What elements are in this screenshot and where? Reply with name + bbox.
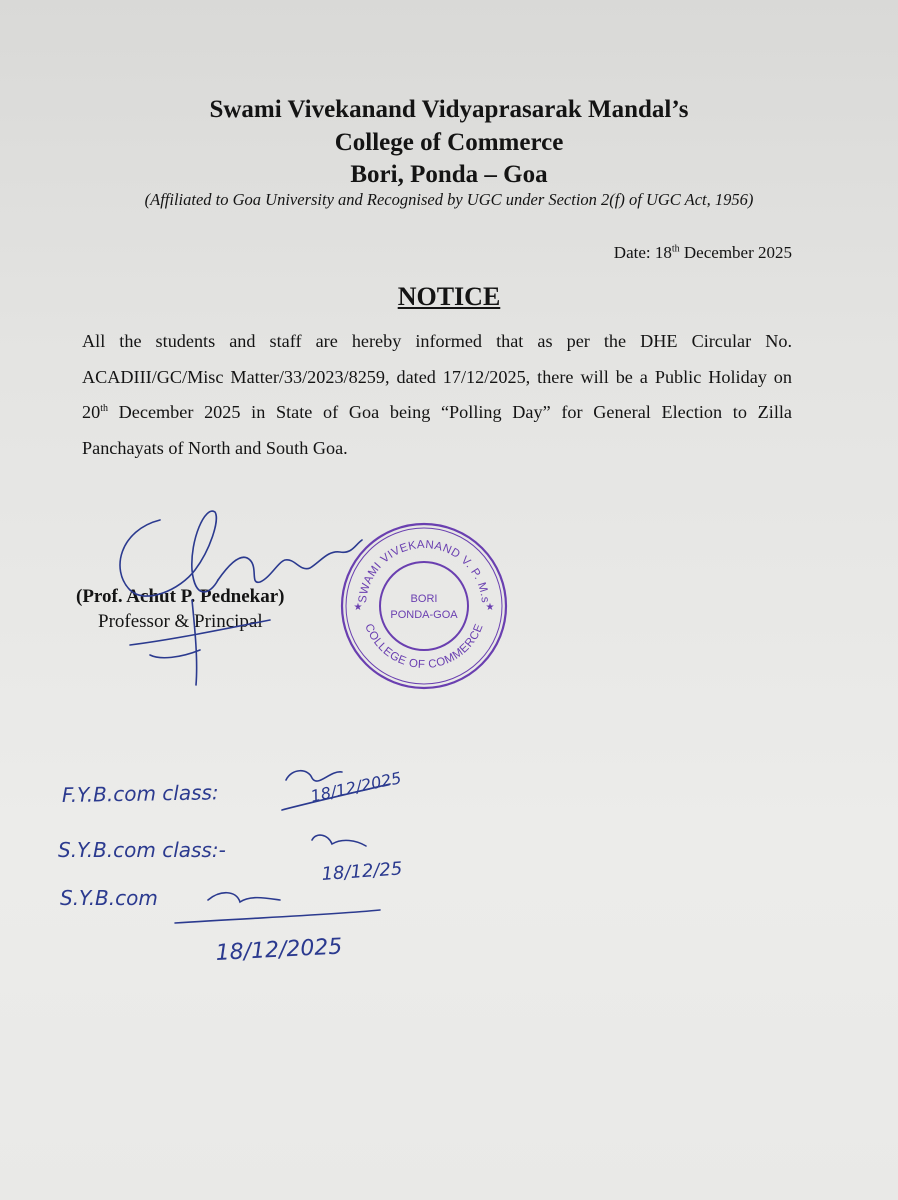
stamp-center-line2: PONDA-GOA — [390, 609, 458, 621]
svg-text:COLLEGE OF COMMERCE — [362, 622, 485, 671]
handwritten-acknowledgements — [50, 740, 490, 980]
signatory-name: (Prof. Achut P. Pednekar) — [76, 586, 285, 607]
hw-line3-date: 18/12/2025 — [215, 934, 343, 966]
hw-line2-date: 18/12/25 — [320, 858, 403, 885]
notice-date: Date: 18th December 2025 — [613, 243, 792, 262]
hw-line1-date: 18/12/2025 — [308, 768, 404, 806]
hw-line2: S.Y.B.com class:- — [58, 838, 226, 862]
hw-line1: F.Y.B.com class: — [61, 780, 219, 807]
notice-title: NOTICE — [397, 282, 501, 311]
college-name: College of Commerce — [334, 129, 564, 156]
stamp-center-line1: BORI — [410, 593, 438, 605]
stamp-star-left: ★ — [353, 602, 363, 613]
college-stamp — [338, 520, 510, 692]
affiliation-line: (Affiliated to Goa University and Recognised by UGC under Section 2(f) of UGC Act, 1956) — [144, 190, 754, 209]
notice-body: All the students and staff are hereby informed that as per the DHE Circular No. ACADIII/GC/Misc Matter/33/2023/8259, dated 17/12/2025, there will be a Public Holiday on 20th December 2025 in State of Goa being “Polling Day” for General Election to Zilla Panchayats of North and South Goa. — [82, 331, 792, 458]
signatory-designation: Professor & Principal — [98, 611, 263, 632]
stamp-bottom-arc: COLLEGE OF COMMERCE — [362, 622, 486, 672]
stamp-top-arc: SWAMI VIVEKANAND V. P. M.s — [356, 538, 491, 604]
hw-line3: S.Y.B.com — [60, 886, 158, 910]
institution-name: Swami Vivekanand Vidyaprasarak Mandal’s — [209, 96, 689, 123]
stamp-star-right: ★ — [485, 602, 495, 613]
college-location: Bori, Ponda – Goa — [350, 161, 548, 188]
